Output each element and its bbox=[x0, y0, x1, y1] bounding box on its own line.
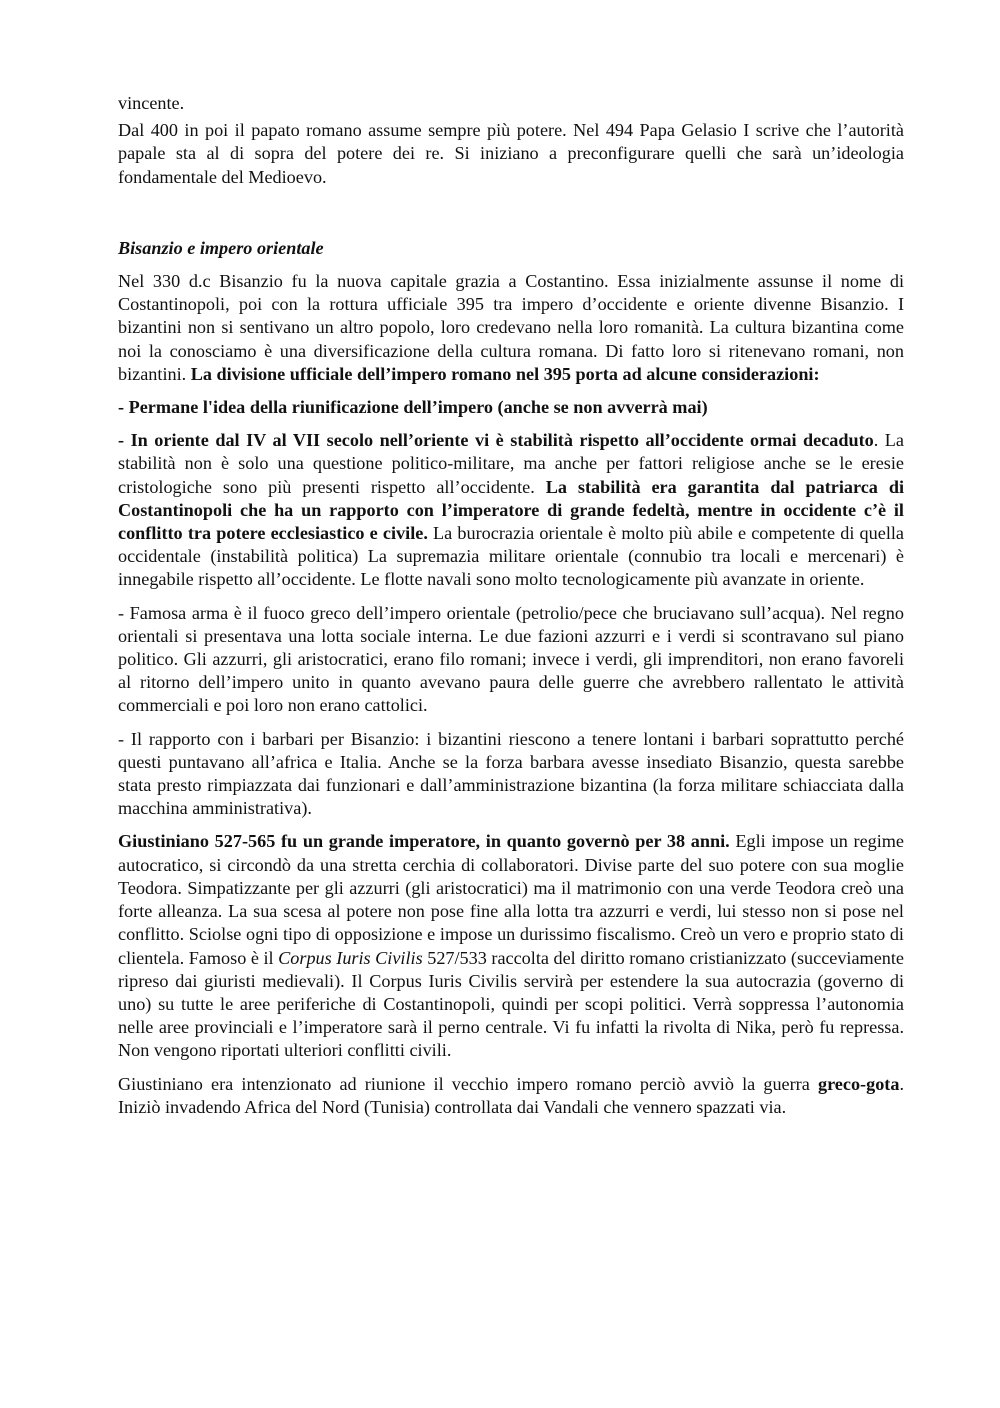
paragraph-text: Nel 330 d.c Bisanzio fu la nuova capitale grazia a Costantino. Essa inizialmente assunse il nome di Costantinopoli, poi con la rottura ufficiale 395 tra impero d’occidente e oriente divenne Bisanzio. I bizantini non si sentivano un altro popolo, loro credevano nella loro romanità. La cultura bizantina come noi la conosciamo è una diversificazione della cultura romana. Di fatto loro si ritenevano romani, non bizantini. bbox=[118, 271, 904, 384]
bold-text: greco-gota bbox=[817, 1073, 900, 1094]
paragraph-text: Egli impose un regime autocratico, si circondò da una stretta cerchia di collaboratori. Divise parte del suo potere con sua moglie Teodora. Simpatizzante per gli azzurri (gli aristocratici) ma il matrimonio con una verde Teodora creò una forte alleanza. La sua scesa al potere non pose fine alla lotta tra azzurri e verdi, lui stesso non si pose nel conflitto. Sciolse ogni tipo di opposizione e impose un durissimo fiscalismo. Creò un vero e proprio stato di clientela. Famoso è il bbox=[118, 831, 905, 968]
paragraph-stabilita bbox=[118, 429, 904, 591]
section-heading: Bisanzio e impero orientale bbox=[118, 237, 324, 258]
paragraph-text: Giustiniano era intenzionato ad riunione il vecchio impero romano perciò avviò la guerra bbox=[118, 1073, 818, 1094]
bold-text: Giustiniano 527-565 fu un grande imperatore, in quanto governò per 38 anni. bbox=[118, 831, 730, 852]
bold-text: - In oriente dal IV al VII secolo nell’oriente vi è stabilità rispetto all’occidente ormai decaduto bbox=[118, 430, 874, 451]
paragraph-text: La burocrazia orientale è molto più abile e competente di quella occidentale (instabilità politica) La supremazia militare orientale (connubio tra locali e mercenari) è innegabile rispetto all’occidente. Le flotte navali sono molto tecnologicamente più avanzate in oriente. bbox=[118, 523, 904, 590]
paragraph-giustiniano bbox=[118, 830, 904, 1062]
paragraph-text: - Famosa arma è il fuoco greco dell’impero orientale (petrolio/pece che bruciavano sull’acqua). Nel regno orientali si presentava una lotta sociale interna. Le due fazioni azzurri e i verdi si scontravano sul piano politico. Gli azzurri, gli aristocratici, erano filo romani; invece i verdi, gli imprenditori, non erano favoreli al ritorno dell’impero unito in quanto avevano paura delle guerre che avrebbero rallentato le attività commerciali e poi loro non erano cattolici. bbox=[118, 602, 904, 716]
paragraph-bisanzio bbox=[118, 270, 904, 386]
paragraph-text: . Iniziò invadendo Africa del Nord (Tunisia) controllata dai Vandali che vennero spazzati via. bbox=[118, 1073, 904, 1117]
section-spacer bbox=[118, 199, 904, 237]
paragraph-text: vincente. bbox=[118, 93, 185, 113]
paragraph-guerra-greco-gota bbox=[118, 1073, 904, 1119]
paragraph-papato bbox=[118, 119, 904, 189]
italic-text: Corpus Iuris Civilis bbox=[278, 947, 423, 968]
bold-text: - Permane l'idea della riunificazione dell’impero (anche se non avverrà mai) bbox=[118, 397, 708, 418]
bold-text: La divisione ufficiale dell’impero romano nel 395 porta ad alcune considerazioni: bbox=[190, 363, 820, 384]
paragraph-fuoco-greco bbox=[118, 602, 904, 718]
paragraph-continuation bbox=[118, 92, 904, 115]
paragraph-riunificazione bbox=[118, 396, 904, 419]
paragraph-text: . La stabilità non è solo una questione politico-militare, ma anche per fattori religiose anche se le eresie cristologiche sono più presenti rispetto all’occidente. bbox=[118, 430, 904, 497]
paragraph-barbari bbox=[118, 728, 904, 821]
paragraph-text: - Il rapporto con i barbari per Bisanzio: i bizantini riescono a tenere lontani i barbari soprattutto perché questi puntavano all’africa e Italia. Anche se la forza barbara avesse insediato Bisanzio, questa sarebbe stata presto rimpiazzata dai funzionari e dall’amministrazione bizantina (la forza militare schiacciata dalla macchina amministrativa). bbox=[118, 728, 904, 819]
bold-text: La stabilità era garantita dal patriarca di Costantinopoli che ha un rapporto con l’imperatore di grande fedeltà, mentre in occidente c’è il conflitto tra potere ecclesiastico e civile. bbox=[118, 476, 905, 544]
paragraph-text: 527/533 raccolta del diritto romano cristianizzato (succeviamente ripreso dai giuristi medievali). Il Corpus Iuris Civilis servirà per estendere la sua autocrazia (governo di uno) su tutte le aree periferiche di Costantinopoli, quindi per scopi politici. Verrà soppressa l’autonomia nelle aree provinciali e l’imperatore sarà il perno centrale. Vi fu infatti la rivolta di Nika, però fu repressa. Non vengono riportati ulteriori conflitti civili. bbox=[118, 947, 904, 1061]
paragraph-text: Dal 400 in poi il papato romano assume sempre più potere. Nel 494 Papa Gelasio I scrive che l’autorità papale sta al di sopra del potere dei re. Si iniziano a preconfigurare quelli che sarà un’ideologia fondamentale del Medioevo. bbox=[118, 120, 904, 187]
document-body bbox=[118, 92, 904, 1129]
